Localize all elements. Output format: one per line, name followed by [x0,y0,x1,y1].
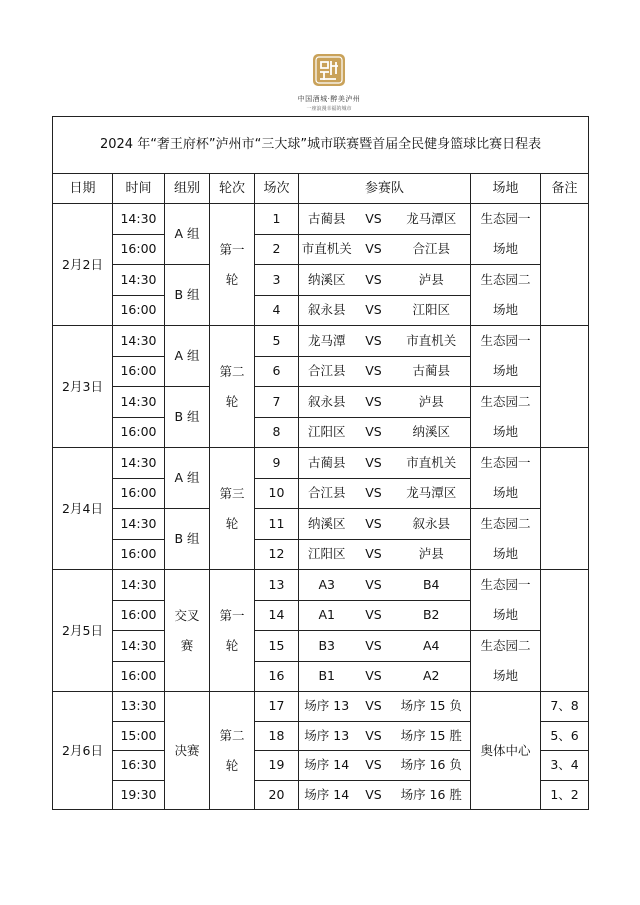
vs-label: VS [355,600,393,631]
table-row [53,448,589,479]
note-cell [541,448,589,570]
schedule-title: 2024 年“奢王府杯”泸州市“三大球”城市联赛暨首届全民健身篮球比赛日程表 [53,117,589,174]
logo-subslogan: 一座浪漫幸福的城市 [306,106,352,112]
venue-cell [471,326,541,387]
time-cell: 13:30 [113,692,165,722]
table-row [53,631,589,662]
time-cell: 14:30 [113,631,165,662]
date-cell: 2月2日 [53,204,113,326]
venue-cell-line: 生态园二 [480,516,531,531]
round-cell-line: 第三 [219,485,245,501]
round-cell [210,448,255,570]
match-number: 9 [255,448,299,479]
table-row [53,265,589,296]
away-team: A4 [393,631,471,662]
round-cell-line: 轮 [225,757,239,773]
time-cell: 16:00 [113,417,165,448]
venue-cell [471,509,541,570]
round-cell [210,204,255,326]
round-cell [210,326,255,448]
venue-cell [471,265,541,326]
away-team: 市直机关 [393,326,471,357]
away-team: 市直机关 [393,448,471,479]
venue-cell [471,631,541,692]
date-cell: 2月4日 [53,448,113,570]
vs-label: VS [355,265,393,296]
time-cell: 14:30 [113,326,165,357]
vs-label: VS [355,326,393,357]
note-cell [541,570,589,692]
venue-cell-line: 生态园一 [480,333,531,348]
match-number: 5 [255,326,299,357]
vs-label: VS [355,661,393,692]
away-team: 纳溪区 [393,417,471,448]
match-number: 12 [255,539,299,570]
home-team: 场序 13 [299,721,355,751]
vs-label: VS [355,692,393,722]
note-cell [541,204,589,326]
table-row [53,204,589,235]
vs-label: VS [355,509,393,540]
venue-cell-line: 生态园二 [480,394,531,409]
venue-cell-line: 生态园一 [480,211,531,226]
away-team: A2 [393,661,471,692]
home-team: 场序 14 [299,780,355,810]
round-cell-line: 第一 [219,607,245,623]
away-team: 场序 16 胜 [393,780,471,810]
date-cell: 2月3日 [53,326,113,448]
away-team: 泸县 [393,539,471,570]
venue-cell: 奥体中心 [471,692,541,810]
home-team: 场序 14 [299,751,355,781]
vs-label: VS [355,751,393,781]
home-team: 纳溪区 [299,509,355,540]
vs-label: VS [355,234,393,265]
venue-cell [471,448,541,509]
venue-cell-line: 场地 [492,668,518,683]
away-team: 江阳区 [393,295,471,326]
round-cell-line: 轮 [225,271,239,287]
away-team: 场序 15 胜 [393,721,471,751]
city-logo [284,52,374,112]
match-number: 19 [255,751,299,781]
time-cell: 14:30 [113,570,165,601]
round-cell-line: 第二 [219,727,245,743]
home-team: 古蔺县 [299,204,355,235]
round-cell-line: 第一 [219,241,245,257]
home-team: 合江县 [299,478,355,509]
vs-label: VS [355,417,393,448]
time-cell: 14:30 [113,387,165,418]
home-team: 场序 13 [299,692,355,722]
table-row [53,692,589,722]
time-cell: 16:00 [113,478,165,509]
away-team: 场序 16 负 [393,751,471,781]
match-number: 10 [255,478,299,509]
note-cell: 1、2 [541,780,589,810]
away-team: 叙永县 [393,509,471,540]
match-number: 11 [255,509,299,540]
vs-label: VS [355,539,393,570]
time-cell: 19:30 [113,780,165,810]
match-number: 18 [255,721,299,751]
venue-cell [471,387,541,448]
time-cell: 15:00 [113,721,165,751]
match-number: 15 [255,631,299,662]
venue-cell-line: 场地 [492,546,518,561]
match-number: 1 [255,204,299,235]
header-row [53,174,589,204]
table-row [53,326,589,357]
away-team: 泸县 [393,265,471,296]
header-date: 日期 [53,174,113,204]
home-team: 江阳区 [299,417,355,448]
time-cell: 14:30 [113,265,165,296]
group-cell-line: 决赛 [174,742,200,758]
home-team: 江阳区 [299,539,355,570]
home-team: 纳溪区 [299,265,355,296]
venue-cell [471,204,541,265]
vs-label: VS [355,478,393,509]
home-team: A3 [299,570,355,601]
time-cell: 16:00 [113,661,165,692]
header-venue: 场地 [471,174,541,204]
home-team: 市直机关 [299,234,355,265]
group-cell [165,692,210,810]
header-round: 轮次 [210,174,255,204]
header-match: 场次 [255,174,299,204]
home-team: A1 [299,600,355,631]
note-cell: 3、4 [541,751,589,781]
date-cell: 2月6日 [53,692,113,810]
home-team: 叙永县 [299,295,355,326]
match-number: 16 [255,661,299,692]
note-cell: 5、6 [541,721,589,751]
venue-cell-line: 场地 [492,424,518,439]
time-cell: 14:30 [113,204,165,235]
logo-slogan: 中国酒城·醉美泸州 [297,95,361,103]
home-team: 龙马潭 [299,326,355,357]
away-team: 合江县 [393,234,471,265]
time-cell: 16:00 [113,600,165,631]
away-team: B4 [393,570,471,601]
round-cell-line: 第二 [219,363,245,379]
away-team: 场序 15 负 [393,692,471,722]
venue-cell-line: 场地 [492,607,518,622]
home-team: 叙永县 [299,387,355,418]
match-number: 20 [255,780,299,810]
vs-label: VS [355,387,393,418]
round-cell [210,570,255,692]
venue-cell-line: 场地 [492,302,518,317]
date-cell: 2月5日 [53,570,113,692]
venue-cell-line: 生态园一 [480,577,531,592]
home-team: B1 [299,661,355,692]
table-row [53,570,589,601]
venue-cell-line: 场地 [492,241,518,256]
match-number: 13 [255,570,299,601]
home-team: B3 [299,631,355,662]
header-teams: 参赛队 [299,174,471,204]
match-number: 6 [255,356,299,387]
vs-label: VS [355,356,393,387]
group-cell: B 组 [165,387,210,448]
home-team: 合江县 [299,356,355,387]
away-team: 泸县 [393,387,471,418]
venue-cell-line: 场地 [492,363,518,378]
match-number: 3 [255,265,299,296]
group-cell: A 组 [165,204,210,265]
venue-cell-line: 生态园二 [480,638,531,653]
header-time: 时间 [113,174,165,204]
vs-label: VS [355,448,393,479]
note-cell [541,326,589,448]
away-team: 龙马潭区 [393,478,471,509]
schedule-table [52,116,589,810]
match-number: 14 [255,600,299,631]
group-cell-line: 赛 [180,637,194,653]
time-cell: 14:30 [113,448,165,479]
venue-cell [471,570,541,631]
time-cell: 14:30 [113,509,165,540]
venue-cell-line: 场地 [492,485,518,500]
group-cell: A 组 [165,326,210,387]
time-cell: 16:00 [113,234,165,265]
round-cell-line: 轮 [225,393,239,409]
time-cell: 16:30 [113,751,165,781]
away-team: B2 [393,600,471,631]
home-team: 古蔺县 [299,448,355,479]
group-cell: A 组 [165,448,210,509]
vs-label: VS [355,780,393,810]
vs-label: VS [355,721,393,751]
table-row [53,509,589,540]
venue-cell-line: 生态园一 [480,455,531,470]
vs-label: VS [355,570,393,601]
match-number: 4 [255,295,299,326]
group-cell [165,570,210,692]
time-cell: 16:00 [113,295,165,326]
vs-label: VS [355,631,393,662]
match-number: 8 [255,417,299,448]
round-cell-line: 轮 [225,637,239,653]
vs-label: VS [355,204,393,235]
away-team: 古蔺县 [393,356,471,387]
table-row [53,387,589,418]
away-team: 龙马潭区 [393,204,471,235]
vs-label: VS [355,295,393,326]
header-note: 备注 [541,174,589,204]
match-number: 7 [255,387,299,418]
luzhou-seal-icon [309,52,349,88]
time-cell: 16:00 [113,356,165,387]
match-number: 17 [255,692,299,722]
note-cell: 7、8 [541,692,589,722]
group-cell: B 组 [165,265,210,326]
group-cell: B 组 [165,509,210,570]
round-cell-line: 轮 [225,515,239,531]
header-group: 组别 [165,174,210,204]
venue-cell-line: 生态园二 [480,272,531,287]
round-cell [210,692,255,810]
match-number: 2 [255,234,299,265]
group-cell-line: 交叉 [174,607,200,623]
time-cell: 16:00 [113,539,165,570]
